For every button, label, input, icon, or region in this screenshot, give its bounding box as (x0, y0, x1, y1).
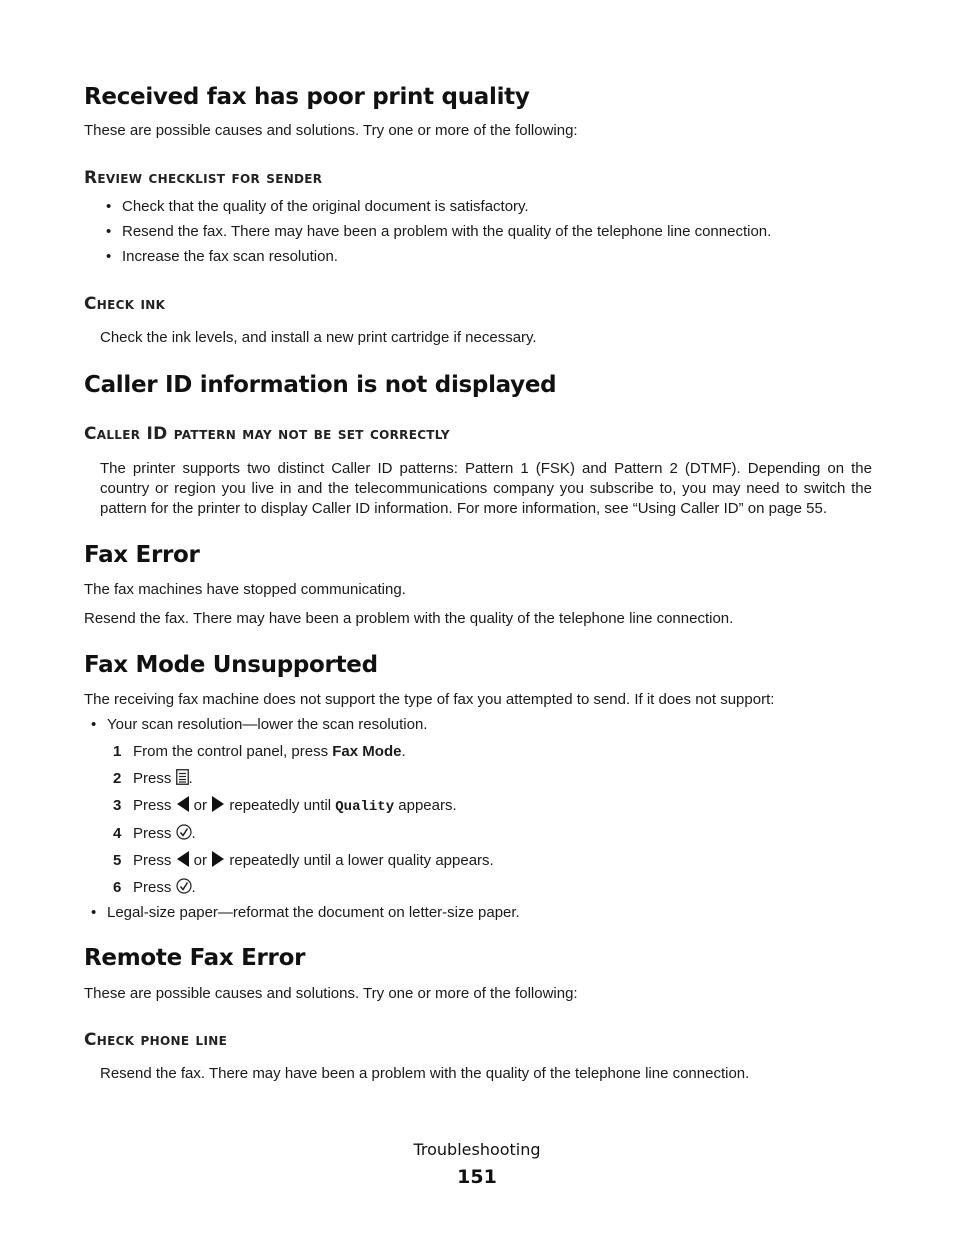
section-title-fax-error: Fax Error (84, 542, 200, 568)
step-6: 6 Press . (113, 878, 196, 900)
left-arrow-icon (176, 796, 190, 818)
step-5: 5 Press or repeatedly until a lower quality appears. (113, 851, 494, 873)
remote-fax-intro: These are possible causes and solutions. Try one or more of the following: (84, 985, 578, 1002)
section-title-remote-fax-error: Remote Fax Error (84, 945, 306, 971)
left-arrow-icon (176, 851, 190, 873)
subheading-check-ink: Check ink (84, 294, 166, 314)
received-fax-intro: These are possible causes and solutions. Try one or more of the following: (84, 122, 578, 139)
bullet: • (106, 198, 112, 215)
list-item: • Check that the quality of the original document is satisfactory. (106, 198, 529, 215)
bullet: • (91, 716, 97, 733)
list-item: • Resend the fax. There may have been a problem with the quality of the telephone line connection. (106, 223, 772, 240)
step-1: 1 From the control panel, press Fax Mode. (113, 743, 406, 760)
section-title-received-fax: Received fax has poor print quality (84, 84, 530, 110)
list-item: • Your scan resolution—lower the scan resolution. (91, 716, 428, 733)
section-title-caller-id: Caller ID information is not displayed (84, 372, 557, 398)
caller-id-body: The printer supports two distinct Caller ID patterns: Pattern 1 (FSK) and Pattern 2 (DTMF). Depending on the country or region you live in and the telecommunications company you subscribe to, you may need to switch the pattern for the printer to display Caller ID information. For more information, see “Using Caller ID” on page 55. (100, 460, 872, 517)
subheading-check-phone-line: Check phone line (84, 1030, 228, 1050)
check-ink-body: Check the ink levels, and install a new print cartridge if necessary. (100, 329, 537, 346)
section-title-fax-mode: Fax Mode Unsupported (84, 652, 378, 678)
fax-error-line-2: Resend the fax. There may have been a problem with the quality of the telephone line connection. (84, 610, 734, 627)
page-number: 151 (457, 1166, 497, 1188)
right-arrow-icon (211, 851, 225, 873)
fax-error-line-1: The fax machines have stopped communicating. (84, 581, 406, 598)
step-3: 3 Press or repeatedly until Quality appears. (113, 796, 457, 818)
bullet: • (91, 904, 97, 921)
bullet: • (106, 223, 112, 240)
menu-icon (176, 769, 189, 791)
select-checkmark-icon (176, 824, 192, 846)
right-arrow-icon (211, 796, 225, 818)
step-4: 4 Press . (113, 824, 196, 846)
check-phone-line-body: Resend the fax. There may have been a problem with the quality of the telephone line connection. (100, 1065, 750, 1082)
list-item: • Legal-size paper—reformat the document on letter-size paper. (91, 904, 520, 921)
select-checkmark-icon (176, 878, 192, 900)
subheading-caller-id-pattern: Caller ID pattern may not be set correctly (84, 424, 450, 444)
list-item: • Increase the fax scan resolution. (106, 248, 338, 265)
bullet: • (106, 248, 112, 265)
fax-mode-intro: The receiving fax machine does not support the type of fax you attempted to send. If it does not support: (84, 691, 775, 708)
step-2: 2 Press . (113, 769, 193, 791)
subheading-review-checklist: Review checklist for sender (84, 168, 323, 188)
footer-section-label: Troubleshooting (413, 1140, 541, 1159)
